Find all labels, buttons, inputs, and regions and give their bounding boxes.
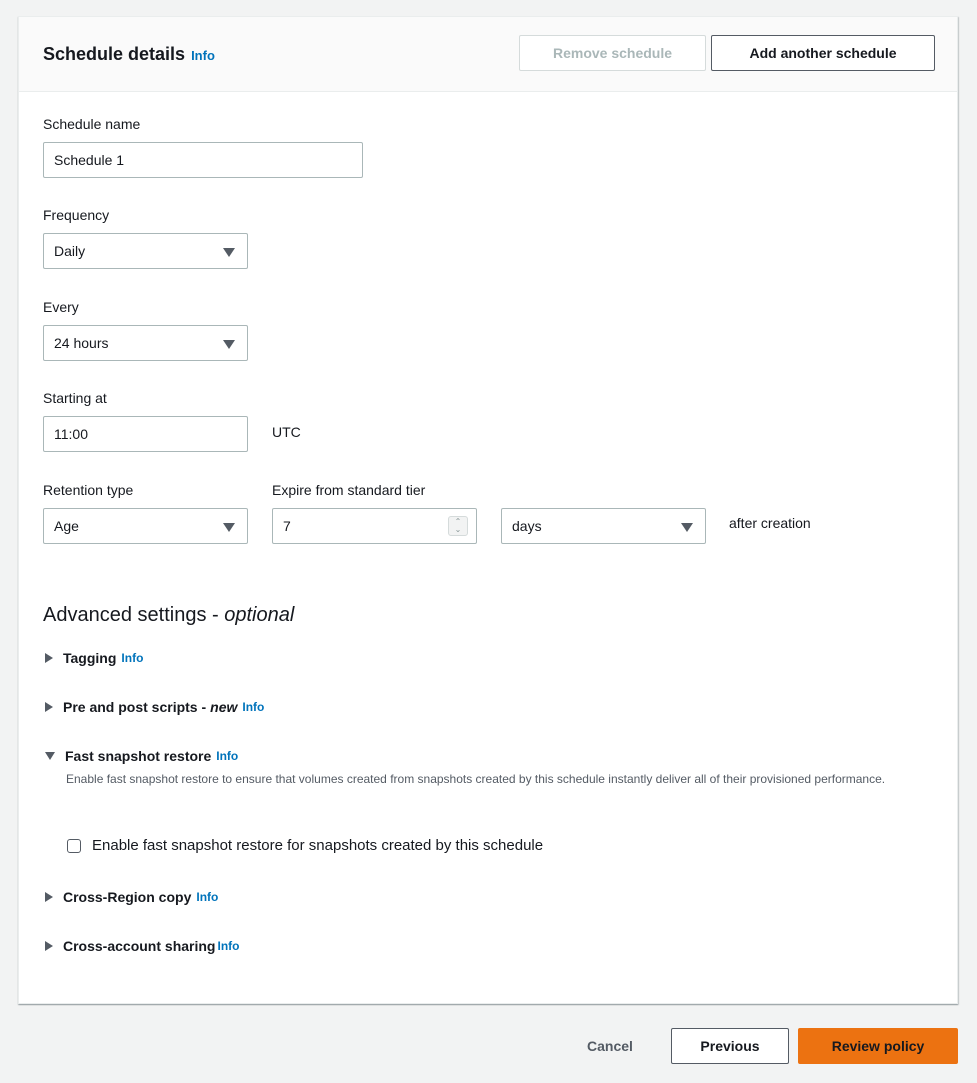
panel-title <box>43 43 215 67</box>
frequency-select[interactable] <box>43 233 248 269</box>
caret-down-icon <box>223 523 235 532</box>
optional-label: optional <box>224 604 295 626</box>
tagging-expander[interactable] <box>45 649 143 667</box>
fsr-description: Enable fast snapshot restore to ensure that volumes created from snapshots created by this schedule instantly deliver all of their provisioned performance. <box>66 772 886 786</box>
expire-value: 7 <box>283 518 291 534</box>
starting-at-value: 11:00 <box>54 426 88 442</box>
caret-down-icon <box>223 340 235 349</box>
caret-right-icon <box>45 702 53 712</box>
panel-title-text: Schedule details <box>43 44 186 64</box>
info-link[interactable]: Info <box>217 939 240 953</box>
timezone-label: UTC <box>272 424 301 440</box>
caret-right-icon <box>45 892 53 902</box>
cancel-button[interactable]: Cancel <box>587 1038 633 1054</box>
pre-post-scripts-label: Pre and post scripts - <box>63 699 207 715</box>
every-value: 24 hours <box>54 335 109 351</box>
add-another-schedule-button[interactable]: Add another schedule <box>711 35 935 71</box>
advanced-settings-heading <box>43 603 294 627</box>
starting-at-label: Starting at <box>43 390 107 406</box>
fsr-checkbox-label: Enable fast snapshot restore for snapshots created by this schedule <box>92 837 544 854</box>
expire-label: Expire from standard tier <box>272 482 426 498</box>
review-policy-button[interactable]: Review policy <box>798 1028 958 1064</box>
caret-right-icon <box>45 653 53 663</box>
cross-region-copy-label: Cross-Region copy <box>63 889 192 905</box>
every-label: Every <box>43 299 79 315</box>
fast-snapshot-restore-expander[interactable] <box>45 747 238 765</box>
starting-at-input[interactable] <box>43 416 248 452</box>
caret-right-icon <box>45 941 53 951</box>
cross-account-sharing-expander[interactable] <box>45 937 239 955</box>
schedule-name-value: Schedule 1 <box>54 152 125 168</box>
remove-schedule-button[interactable]: Remove schedule <box>519 35 706 71</box>
info-link[interactable]: Info <box>216 749 239 763</box>
schedule-details-panel <box>18 16 958 1004</box>
schedule-name-input[interactable] <box>43 142 363 178</box>
cross-account-sharing-label: Cross-account sharing <box>63 938 216 954</box>
tagging-label: Tagging <box>63 650 117 666</box>
frequency-value: Daily <box>54 243 86 259</box>
info-link[interactable]: Info <box>191 48 215 63</box>
retention-type-select[interactable] <box>43 508 248 544</box>
frequency-label: Frequency <box>43 207 110 223</box>
expire-number-input[interactable] <box>272 508 477 544</box>
every-select[interactable] <box>43 325 248 361</box>
cross-region-copy-expander[interactable] <box>45 888 218 906</box>
previous-button[interactable]: Previous <box>671 1028 789 1064</box>
info-link[interactable]: Info <box>242 700 265 714</box>
caret-down-icon <box>681 523 693 532</box>
retention-type-value: Age <box>54 518 79 534</box>
advanced-settings-title: Advanced settings - <box>43 604 225 626</box>
fsr-checkbox[interactable] <box>67 839 81 853</box>
after-creation-label: after creation <box>729 515 811 531</box>
pre-post-scripts-expander[interactable] <box>45 698 264 716</box>
retention-type-label: Retention type <box>43 482 134 498</box>
panel-header <box>19 17 957 92</box>
stepper-icon[interactable]: ⌃ ⌄ <box>448 516 468 536</box>
expire-unit-value: days <box>512 518 542 534</box>
info-link[interactable]: Info <box>196 890 219 904</box>
new-badge: new <box>210 699 238 715</box>
fast-snapshot-restore-label: Fast snapshot restore <box>65 748 212 764</box>
caret-down-icon <box>45 752 55 760</box>
fsr-checkbox-row[interactable] <box>67 837 543 854</box>
info-link[interactable]: Info <box>121 651 144 665</box>
expire-unit-select[interactable] <box>501 508 706 544</box>
schedule-name-label: Schedule name <box>43 116 141 132</box>
caret-down-icon <box>223 248 235 257</box>
